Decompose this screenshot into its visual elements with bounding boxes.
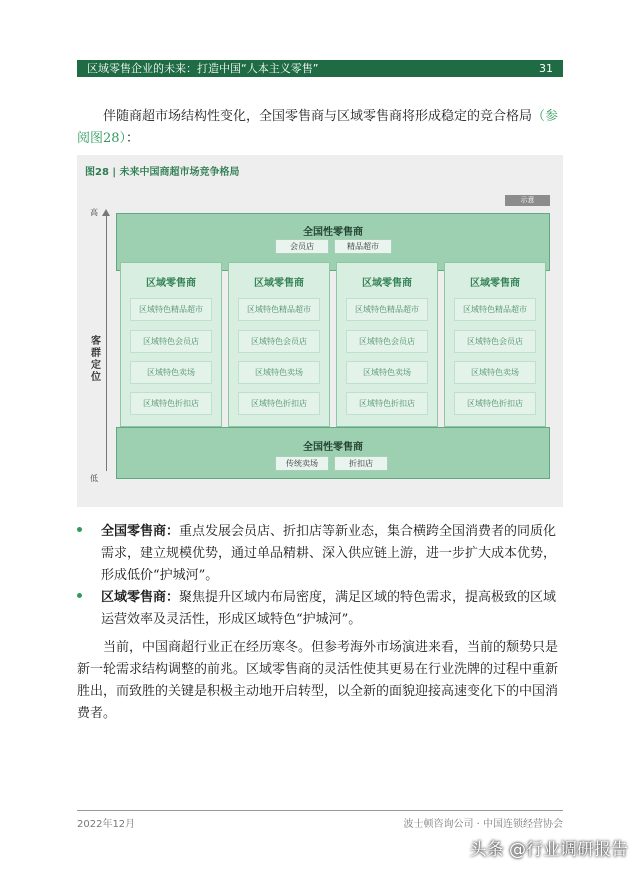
bullet-text: [101, 521, 563, 587]
header-title: 区域零售企业的未来：打造中国“人本主义零售”: [87, 62, 319, 75]
regional-format-item: 区域特色折扣店: [238, 392, 320, 415]
regional-retailer-title: 区域零售商: [254, 278, 304, 289]
bullet-lead: 全国零售商：: [101, 524, 180, 539]
regional-format-item: 区域特色折扣店: [346, 392, 428, 415]
regional-format-item: 区域特色会员店: [238, 330, 320, 353]
regional-format-item: 区域特色卖场: [346, 361, 428, 384]
regional-format-item: 区域特色会员店: [454, 330, 536, 353]
regional-format-item: 区域特色精品超市: [454, 298, 536, 321]
illustrative-badge: 示意: [505, 195, 550, 206]
page-header: [77, 60, 563, 77]
national-retailer-title: 全国性零售商: [303, 442, 363, 453]
bullet-body: 重点发展会员店、折扣店等新业态，集合横跨全国消费者的同质化需求，建立规模优势，通过单品精耕、深入供应链上游，进一步扩大成本优势，形成低价“护城河”。: [101, 524, 557, 583]
bullet-text: [101, 587, 563, 631]
bullet-national-retailer: [77, 521, 563, 587]
axis-high-label: 高: [90, 208, 98, 217]
format-chip: 折扣店: [334, 456, 388, 471]
footer-organization: 波士顿咨询公司 · 中国连锁经营协会: [403, 819, 563, 830]
bullet-lead: 区域零售商：: [101, 590, 180, 605]
regional-format-item: 区域特色会员店: [130, 330, 212, 353]
footer-date: 2022年12月: [77, 819, 136, 830]
regional-format-item: 区域特色卖场: [454, 361, 536, 384]
regional-format-item: 区域特色卖场: [238, 361, 320, 384]
regional-format-item: 区域特色会员店: [346, 330, 428, 353]
regional-format-item: 区域特色卖场: [130, 361, 212, 384]
regional-retailer-title: 区域零售商: [470, 278, 520, 289]
axis-title: 客群定位: [91, 336, 101, 383]
bullet-body: 聚焦提升区域内布局密度，满足区域的特色需求，提高极致的区域运营效率及灵活性，形成区域特色“护城河”。: [101, 590, 557, 627]
regional-format-item: 区域特色折扣店: [454, 392, 536, 415]
regional-format-item: 区域特色折扣店: [130, 392, 212, 415]
figure-title: 图28 | 未来中国商超市场竞争格局: [85, 167, 240, 178]
intro-tail: ：: [126, 131, 140, 146]
figure-reference-link[interactable]: （参阅图28）: [77, 109, 559, 146]
regional-retailer-column: [120, 262, 222, 427]
page-number: 31: [539, 62, 553, 75]
regional-retailer-title: 区域零售商: [362, 278, 412, 289]
regional-retailer-column: [444, 262, 546, 427]
bullet-dot-icon: [77, 593, 82, 598]
watermark: 头条 @行业调研报告: [469, 840, 628, 860]
bullet-dot-icon: [77, 527, 82, 532]
regional-format-item: 区域特色精品超市: [346, 298, 428, 321]
axis-low-label: 低: [90, 474, 98, 483]
national-retailer-bottom-block: [116, 427, 550, 479]
format-chip: 会员店: [275, 239, 329, 254]
intro-paragraph: [77, 106, 563, 150]
regional-retailer-column: [228, 262, 330, 427]
figure-28: [77, 155, 563, 507]
national-retailer-title: 全国性零售商: [303, 227, 363, 238]
regional-format-item: 区域特色精品超市: [130, 298, 212, 321]
intro-text: 伴随商超市场结构性变化，全国零售商与区域零售商将形成稳定的竞合格局: [103, 109, 533, 124]
regional-retailer-title: 区域零售商: [146, 278, 196, 289]
regional-format-item: 区域特色精品超市: [238, 298, 320, 321]
closing-paragraph: 当前，中国商超行业正在经历寒冬。但参考海外市场演进来看，当前的颓势只是新一轮需求结构调整的前兆。区域零售商的灵活性使其更易在行业洗牌的过程中重新胜出，而致胜的关键是积极主动地开启转型，以全新的面貌迎接高速变化下的中国消费者。: [77, 640, 559, 721]
vertical-axis: [106, 215, 107, 471]
regional-retailer-column: [336, 262, 438, 427]
bullet-regional-retailer: [77, 587, 563, 631]
format-chip: 传统卖场: [275, 456, 329, 471]
footer-divider: [77, 810, 563, 811]
format-chip: 精品超市: [334, 239, 392, 254]
